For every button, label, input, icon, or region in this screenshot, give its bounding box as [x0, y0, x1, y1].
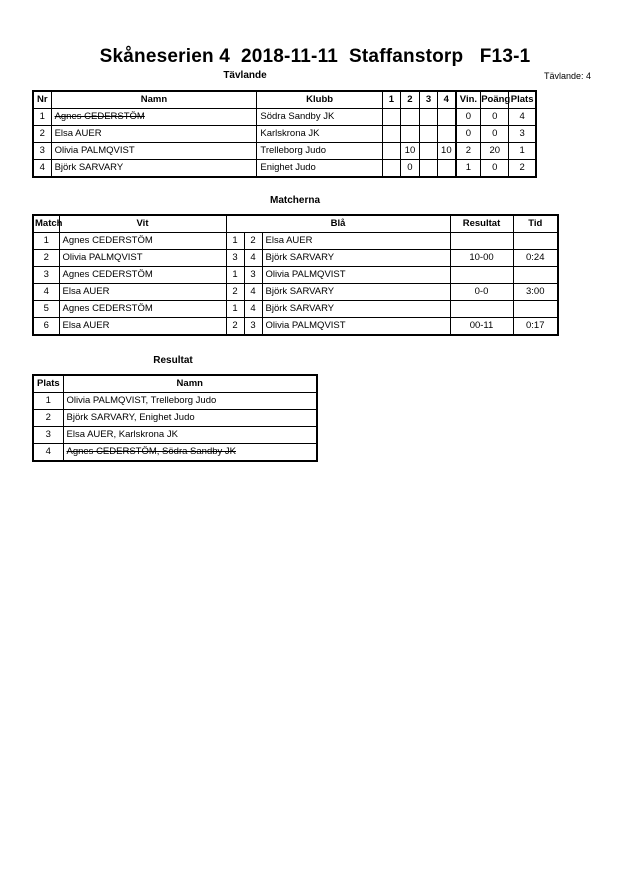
match-row	[33, 233, 558, 250]
col-m4: 4	[438, 91, 456, 109]
competitor-place: 2	[509, 160, 536, 178]
result-row	[33, 427, 317, 444]
competitors-heading: Tävlande	[223, 70, 267, 81]
competitor-m4	[438, 109, 456, 126]
col-m1: 1	[382, 91, 400, 109]
competitor-club: Karlskrona JK	[257, 126, 382, 143]
match-blue-nr: 4	[244, 284, 262, 301]
competitor-m2: 10	[400, 143, 419, 160]
competitor-club: Enighet Judo	[257, 160, 382, 178]
match-blue-nr: 3	[244, 318, 262, 336]
match-white: Agnes CEDERSTÖM	[59, 233, 226, 250]
match-row	[33, 301, 558, 318]
competitor-place: 4	[509, 109, 536, 126]
competitor-m2	[400, 109, 419, 126]
match-blue: Björk SARVARY	[262, 284, 450, 301]
competitor-name: Björk SARVARY	[51, 160, 257, 178]
match-blue: Björk SARVARY	[262, 301, 450, 318]
competitor-name: Olivia PALMQVIST	[51, 143, 257, 160]
col-match: Match	[33, 215, 59, 233]
col-club: Klubb	[257, 91, 382, 109]
col-name: Namn	[51, 91, 257, 109]
col-blue: Blå	[226, 215, 450, 233]
col-m2: 2	[400, 91, 419, 109]
result-name: Elsa AUER, Karlskrona JK	[63, 427, 317, 444]
competitors-header-row	[33, 91, 536, 109]
competitors-table	[32, 90, 537, 178]
competitor-wins: 1	[456, 160, 481, 178]
competitor-m3	[419, 143, 437, 160]
competitor-wins: 0	[456, 109, 481, 126]
competitor-m1	[382, 143, 400, 160]
match-row	[33, 284, 558, 301]
match-time: 0:17	[513, 318, 558, 336]
competitor-m1	[382, 109, 400, 126]
competitor-m2	[400, 126, 419, 143]
match-blue: Elsa AUER	[262, 233, 450, 250]
col-time: Tid	[513, 215, 558, 233]
match-white: Olivia PALMQVIST	[59, 250, 226, 267]
match-time	[513, 267, 558, 284]
competitor-m3	[419, 109, 437, 126]
competitor-club: Trelleborg Judo	[257, 143, 382, 160]
matches-heading: Matcherna	[269, 195, 320, 206]
competitor-nr: 1	[33, 109, 51, 126]
match-white-nr: 1	[226, 267, 244, 284]
result-name: Agnes CEDERSTÖM, Södra Sandby JK	[63, 444, 317, 462]
result-place: 1	[33, 393, 63, 410]
match-white: Agnes CEDERSTÖM	[59, 267, 226, 284]
matches-table	[32, 214, 559, 336]
competitor-m4	[438, 160, 456, 178]
competitor-row	[33, 126, 536, 143]
match-number: 6	[33, 318, 59, 336]
competitor-nr: 4	[33, 160, 51, 178]
match-time: 0:24	[513, 250, 558, 267]
match-white: Elsa AUER	[59, 284, 226, 301]
competitor-m3	[419, 126, 437, 143]
match-blue-nr: 4	[244, 301, 262, 318]
competitor-m4: 10	[438, 143, 456, 160]
competitor-wins: 0	[456, 126, 481, 143]
match-white-nr: 2	[226, 284, 244, 301]
competitor-points: 0	[481, 109, 509, 126]
competitor-m3	[419, 160, 437, 178]
result-name: Olivia PALMQVIST, Trelleborg Judo	[63, 393, 317, 410]
competitor-name: Agnes CEDERSTÖM	[51, 109, 257, 126]
match-result: 0-0	[450, 284, 513, 301]
competitor-club: Södra Sandby JK	[257, 109, 382, 126]
match-result	[450, 267, 513, 284]
match-result	[450, 233, 513, 250]
match-number: 4	[33, 284, 59, 301]
match-blue-nr: 2	[244, 233, 262, 250]
match-blue-nr: 4	[244, 250, 262, 267]
competitor-wins: 2	[456, 143, 481, 160]
match-blue: Olivia PALMQVIST	[262, 318, 450, 336]
col-result-name: Namn	[63, 375, 317, 393]
result-name: Björk SARVARY, Enighet Judo	[63, 410, 317, 427]
col-white: Vit	[59, 215, 226, 233]
result-place: 4	[33, 444, 63, 462]
competitor-points: 0	[481, 126, 509, 143]
results-table	[32, 374, 318, 462]
competitor-nr: 2	[33, 126, 51, 143]
match-blue: Olivia PALMQVIST	[262, 267, 450, 284]
match-blue: Björk SARVARY	[262, 250, 450, 267]
competitor-name: Elsa AUER	[51, 126, 257, 143]
competitor-m1	[382, 126, 400, 143]
col-place: Plats	[509, 91, 536, 109]
match-white: Agnes CEDERSTÖM	[59, 301, 226, 318]
competitor-points: 0	[481, 160, 509, 178]
result-row	[33, 393, 317, 410]
results-heading: Resultat	[153, 355, 193, 366]
match-row	[33, 267, 558, 284]
col-nr: Nr	[33, 91, 51, 109]
col-points: Poäng	[481, 91, 509, 109]
competitor-row	[33, 160, 536, 178]
match-time	[513, 233, 558, 250]
match-number: 5	[33, 301, 59, 318]
match-result	[450, 301, 513, 318]
match-result: 10-00	[450, 250, 513, 267]
competitor-m1	[382, 160, 400, 178]
competitor-m2: 0	[400, 160, 419, 178]
competitor-nr: 3	[33, 143, 51, 160]
match-number: 3	[33, 267, 59, 284]
match-row	[33, 250, 558, 267]
match-white: Elsa AUER	[59, 318, 226, 336]
match-white-nr: 2	[226, 318, 244, 336]
col-m3: 3	[419, 91, 437, 109]
page-title: Skåneserien 4 2018-11-11 Staffanstorp F13-1	[99, 46, 531, 67]
result-place: 2	[33, 410, 63, 427]
match-blue-nr: 3	[244, 267, 262, 284]
competitor-row	[33, 109, 536, 126]
col-wins: Vin.	[456, 91, 481, 109]
competitor-place: 1	[509, 143, 536, 160]
match-number: 1	[33, 233, 59, 250]
competitor-points: 20	[481, 143, 509, 160]
match-white-nr: 3	[226, 250, 244, 267]
competitor-row	[33, 143, 536, 160]
match-row	[33, 318, 558, 336]
result-row	[33, 410, 317, 427]
match-time	[513, 301, 558, 318]
competitor-place: 3	[509, 126, 536, 143]
col-result: Resultat	[450, 215, 513, 233]
result-row	[33, 444, 317, 462]
matches-header-row	[33, 215, 558, 233]
competitors-count: Tävlande: 4	[544, 71, 592, 81]
match-white-nr: 1	[226, 233, 244, 250]
match-number: 2	[33, 250, 59, 267]
results-header-row	[33, 375, 317, 393]
match-result: 00-11	[450, 318, 513, 336]
col-result-place: Plats	[33, 375, 63, 393]
match-time: 3:00	[513, 284, 558, 301]
competitor-m4	[438, 126, 456, 143]
match-white-nr: 1	[226, 301, 244, 318]
result-place: 3	[33, 427, 63, 444]
